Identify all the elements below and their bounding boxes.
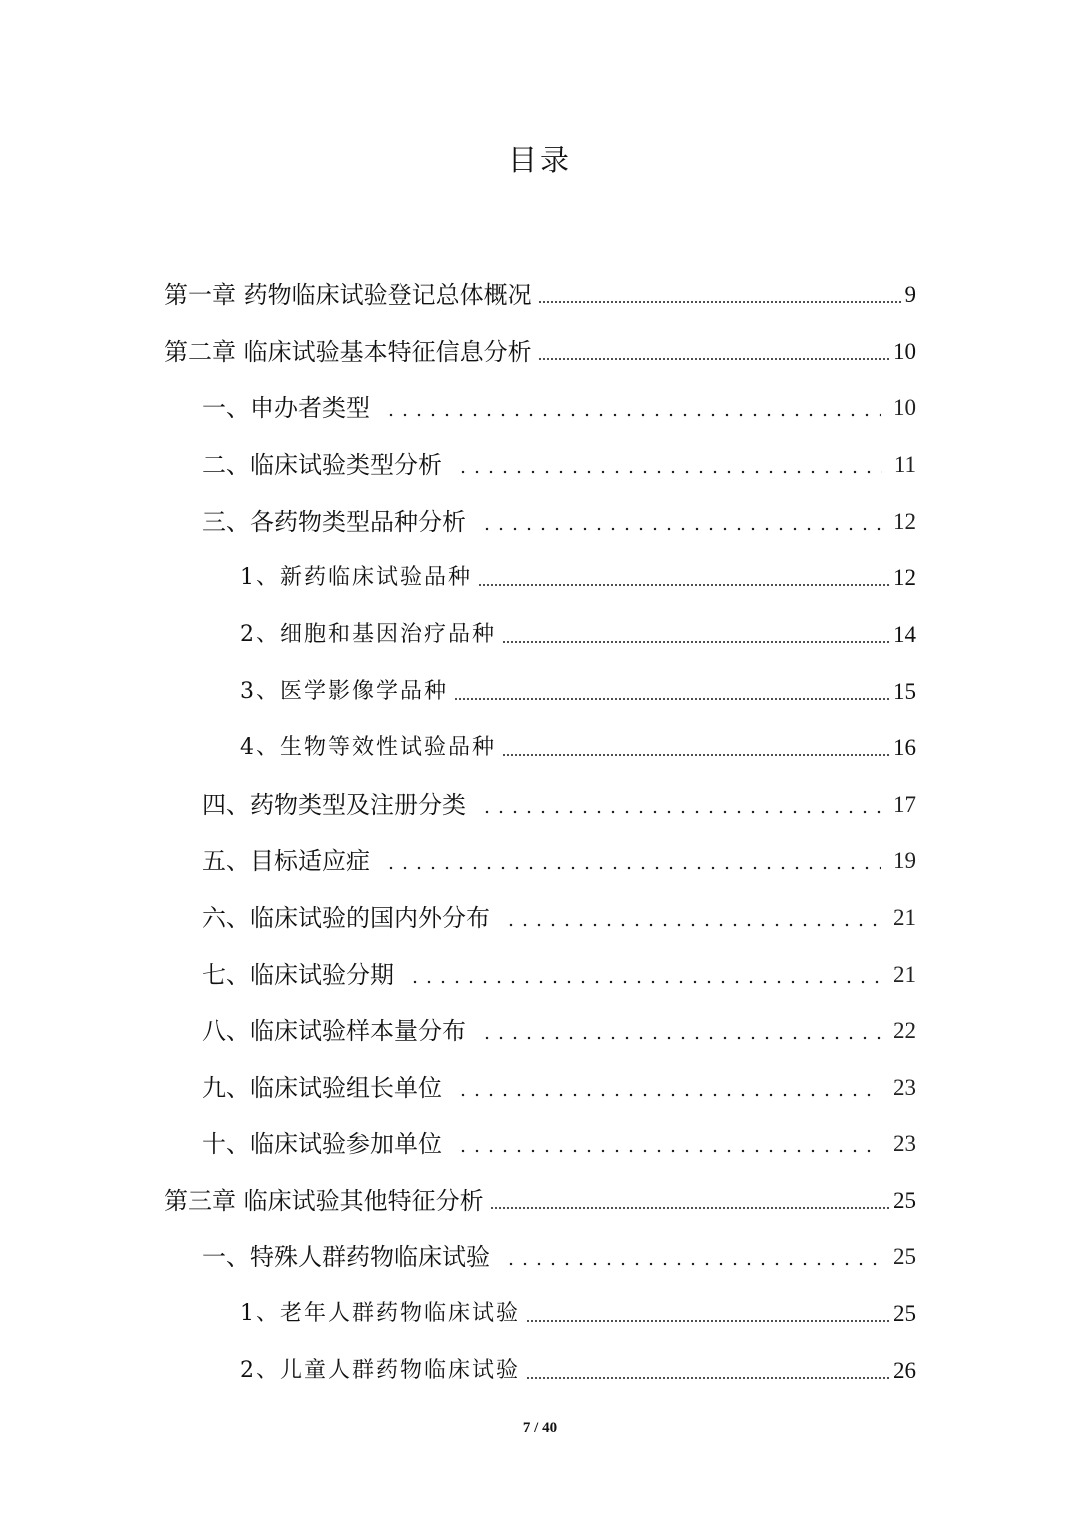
toc-entry-label: 五、目标适应症 xyxy=(202,847,370,875)
toc-entry-page: 26 xyxy=(893,1358,916,1383)
toc-entry-label: 一、申办者类型 xyxy=(202,394,370,422)
toc-entry-label: 七、临床试验分期 xyxy=(202,961,394,989)
toc-entry-label: 第一章 药物临床试验登记总体概况 xyxy=(164,281,532,309)
toc-entry-label: 4、生物等效性试验品种 xyxy=(240,735,496,760)
dot-leader xyxy=(454,697,889,701)
dot-leader xyxy=(504,1262,881,1266)
toc-entry-page: 11 xyxy=(893,452,916,477)
toc-entry[interactable] xyxy=(202,505,916,539)
toc-entry-page: 21 xyxy=(893,962,916,987)
toc-entry[interactable] xyxy=(202,1071,916,1105)
toc-entry-page: 25 xyxy=(893,1188,916,1213)
toc-entry-label: 1、老年人群药物临床试验 xyxy=(240,1301,520,1326)
dot-leader xyxy=(526,1319,889,1323)
toc-entry-page: 14 xyxy=(893,622,916,647)
toc-entry-page: 23 xyxy=(893,1131,916,1156)
toc-entry-label: 十、临床试验参加单位 xyxy=(202,1130,442,1158)
toc-entry-label: 八、临床试验样本量分布 xyxy=(202,1017,466,1045)
dot-leader xyxy=(456,470,882,474)
dot-leader xyxy=(408,980,881,984)
dot-leader xyxy=(480,527,881,531)
toc-entry-page: 15 xyxy=(893,679,916,704)
toc-entry[interactable] xyxy=(164,335,916,369)
toc-entry-label: 1、新药临床试验品种 xyxy=(240,565,472,590)
toc-entry-page: 12 xyxy=(893,565,916,590)
dot-leader xyxy=(538,300,901,304)
toc-entry[interactable] xyxy=(202,391,916,425)
toc-entry[interactable] xyxy=(202,844,916,878)
dot-leader xyxy=(502,640,889,644)
toc-entry-page: 19 xyxy=(893,848,916,873)
dot-leader xyxy=(480,1036,881,1040)
toc-entry-label: 2、细胞和基因治疗品种 xyxy=(240,622,496,647)
dot-leader xyxy=(384,866,881,870)
toc-entry-label: 一、特殊人群药物临床试验 xyxy=(202,1243,490,1271)
toc-entry[interactable] xyxy=(240,675,916,709)
dot-leader xyxy=(538,357,889,361)
toc-entry[interactable] xyxy=(240,618,916,652)
toc-entry-page: 9 xyxy=(904,282,916,307)
toc-entry-label: 九、临床试验组长单位 xyxy=(202,1074,442,1102)
toc-entry-page: 12 xyxy=(893,509,916,534)
toc-entry-page: 25 xyxy=(893,1301,916,1326)
toc-entry[interactable] xyxy=(202,1014,916,1048)
toc-entry[interactable] xyxy=(202,1240,916,1274)
toc-entry-label: 3、医学影像学品种 xyxy=(240,679,448,704)
toc-entry-label: 2、儿童人群药物临床试验 xyxy=(240,1358,520,1383)
dot-leader xyxy=(490,1206,889,1210)
toc-entry[interactable] xyxy=(202,448,916,482)
toc-entry[interactable] xyxy=(202,788,916,822)
toc-entry[interactable] xyxy=(202,958,916,992)
dot-leader xyxy=(526,1376,889,1380)
dot-leader xyxy=(456,1093,881,1097)
toc-entry[interactable] xyxy=(240,561,916,595)
toc-entry-page: 25 xyxy=(893,1244,916,1269)
dot-leader xyxy=(480,810,881,814)
toc-entry-page: 10 xyxy=(893,339,916,364)
toc-entry[interactable] xyxy=(240,731,916,765)
toc-entry-page: 16 xyxy=(893,735,916,760)
toc-entry[interactable] xyxy=(164,278,916,312)
dot-leader xyxy=(502,753,889,757)
toc-entry-page: 10 xyxy=(893,395,916,420)
dot-leader xyxy=(478,583,889,587)
toc-entry[interactable] xyxy=(164,1184,916,1218)
toc-entry-label: 四、药物类型及注册分类 xyxy=(202,791,466,819)
toc-entry-page: 23 xyxy=(893,1075,916,1100)
toc-entry-label: 第三章 临床试验其他特征分析 xyxy=(164,1187,484,1215)
toc-entry-label: 三、各药物类型品种分析 xyxy=(202,508,466,536)
toc-entry-page: 17 xyxy=(893,792,916,817)
toc-entry-page: 21 xyxy=(893,905,916,930)
toc-entry[interactable] xyxy=(202,1127,916,1161)
page-number: 7 / 40 xyxy=(522,1420,558,1436)
toc-title: 目录 xyxy=(507,143,572,177)
toc-entry-label: 二、临床试验类型分析 xyxy=(202,451,442,479)
toc-entry-label: 第二章 临床试验基本特征信息分析 xyxy=(164,338,532,366)
dot-leader xyxy=(456,1149,881,1153)
toc-entry-page: 22 xyxy=(893,1018,916,1043)
dot-leader xyxy=(384,413,881,417)
toc-entry[interactable] xyxy=(202,901,916,935)
dot-leader xyxy=(504,923,881,927)
toc-entry[interactable] xyxy=(240,1297,916,1331)
toc-entry-label: 六、临床试验的国内外分布 xyxy=(202,904,490,932)
toc-entry[interactable] xyxy=(240,1354,916,1388)
